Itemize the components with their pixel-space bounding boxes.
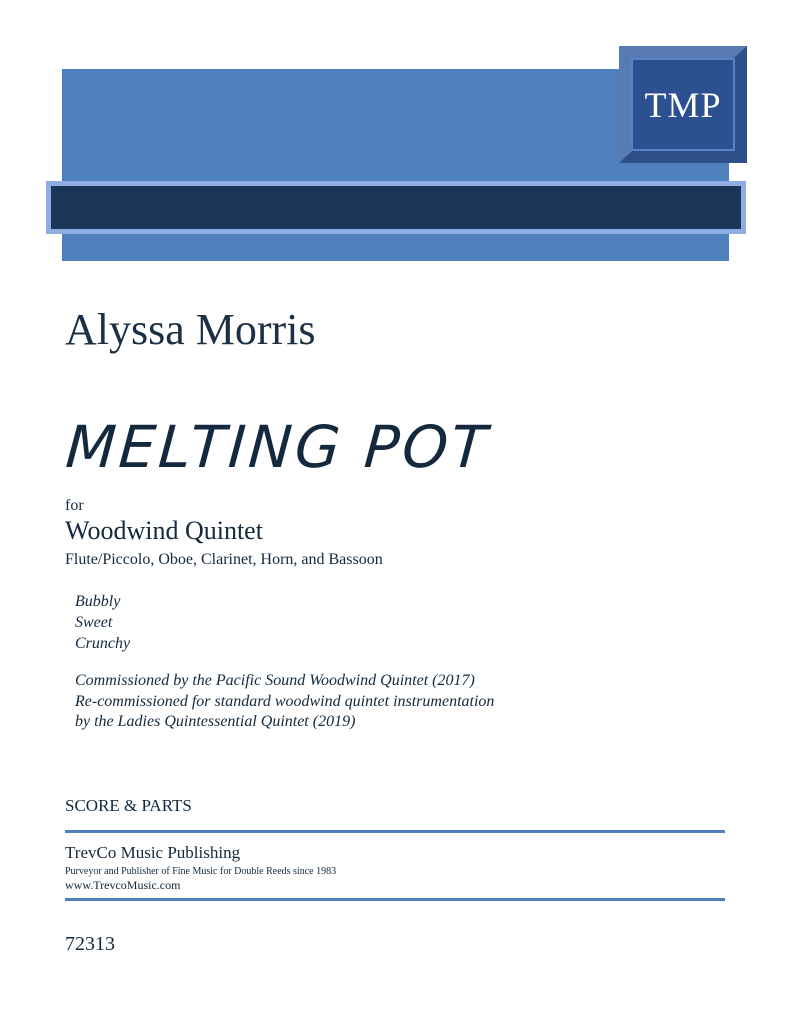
publisher-tagline: Purveyor and Publisher of Fine Music for Double Reeds since 1983 bbox=[65, 866, 337, 877]
publisher-logo-text: TMP bbox=[644, 84, 722, 125]
divider-bottom bbox=[65, 898, 725, 901]
commission-line: Re-commissioned for standard woodwind quintet instrumentation bbox=[75, 692, 495, 710]
publisher-logo bbox=[619, 46, 747, 163]
movement-list bbox=[75, 591, 130, 654]
edition-label: SCORE & PARTS bbox=[65, 796, 192, 815]
movement-item: Bubbly bbox=[75, 593, 121, 610]
divider-top bbox=[65, 830, 725, 833]
publisher-logo-inner bbox=[631, 58, 735, 151]
commission-note bbox=[75, 671, 494, 733]
for-label: for bbox=[65, 497, 84, 514]
header-dark-bar-inner bbox=[51, 186, 741, 229]
catalog-number: 72313 bbox=[65, 933, 115, 955]
commission-line: by the Ladies Quintessential Quintet (2019) bbox=[75, 713, 356, 730]
movement-item: Sweet bbox=[75, 614, 113, 631]
movement-item: Crunchy bbox=[75, 635, 131, 652]
composer-name: Alyssa Morris bbox=[65, 305, 316, 354]
piece-title: MELTING POT bbox=[63, 413, 492, 481]
publisher-website[interactable]: www.TrevcoMusic.com bbox=[65, 878, 181, 892]
header-dark-bar bbox=[46, 181, 746, 234]
instrumentation: Flute/Piccolo, Oboe, Clarinet, Horn, and Bassoon bbox=[65, 551, 383, 568]
ensemble-name: Woodwind Quintet bbox=[65, 516, 263, 545]
commission-line: Commissioned by the Pacific Sound Woodwind Quintet (2017) bbox=[75, 672, 475, 689]
publisher-name: TrevCo Music Publishing bbox=[65, 843, 241, 862]
